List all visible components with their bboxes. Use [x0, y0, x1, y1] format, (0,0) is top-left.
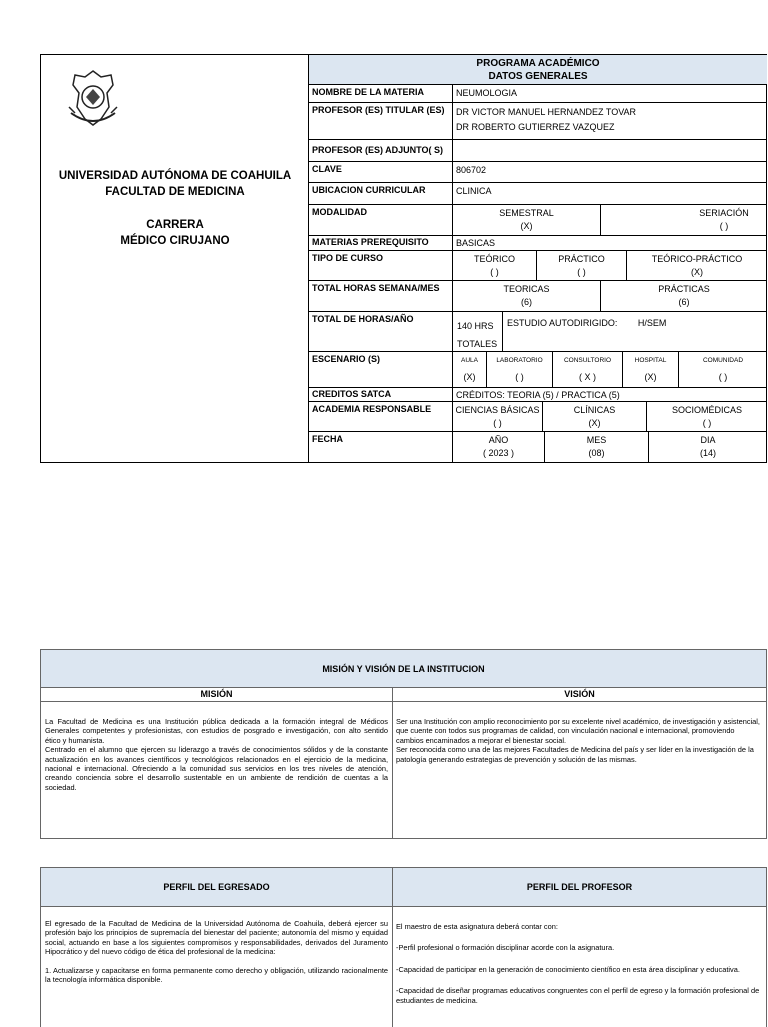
mision-paragraph-1: La Facultad de Medicina es una Institución pública dedicada a la formación integral de Médicos Generales competentes y profesionistas, con estudios de posgrado e investigación, con alto sentido ético y humanista. [45, 717, 388, 745]
anio-label: AÑO [488, 435, 509, 445]
laboratorio-label: LABORATORIO [496, 357, 543, 364]
program-subtitle: DATOS GENERALES [488, 71, 588, 82]
laboratorio-mark: ( ) [515, 372, 524, 382]
ubicacion-label: UBICACION CURRICULAR [309, 183, 453, 204]
perfil-header [41, 868, 766, 907]
mision-paragraph-2: Centrado en el alumno que ejercen su liderazgo a través de conocimientos sólidos y de la constante actualización en los avances científicos y tecnológicos relacionados en el ejercicio de la medicina, nacional e internacional. Ofreciendo a la comunidad sus servicios en los tres niveles de atención, creando conciencia sobre el desarrollo sustentable en un ambiente de rendición de cuentas a la sociedad. [45, 745, 388, 792]
dia-label: DIA [700, 435, 716, 445]
university-seal-icon [61, 67, 125, 131]
semestral-label: SEMESTRAL [499, 208, 554, 218]
row-academia [309, 402, 767, 432]
horas-value: 140 HRS [457, 321, 494, 331]
perfil-egresado-text [45, 919, 388, 984]
creditos-value: CRÉDITOS: TEORIA (5) / PRACTICA (5) [456, 390, 620, 400]
h-sem-label: H/SEM [637, 318, 667, 328]
mision-vision-section [40, 649, 767, 839]
university-name: UNIVERSIDAD AUTÓNOMA DE COAHUILA [58, 170, 292, 182]
sociomedicas-mark: ( ) [702, 418, 712, 428]
row-fecha [309, 432, 767, 463]
program-grid [309, 55, 767, 462]
escenario-label: ESCENARIO (S) [309, 352, 453, 387]
hospital-mark: (X) [644, 372, 657, 382]
row-escenario [309, 352, 767, 388]
totales-label: TOTALES [457, 339, 498, 349]
institution-block [41, 55, 309, 462]
mision-text [45, 717, 388, 792]
nombre-value: NEUMOLOGIA [456, 88, 518, 98]
dia-value: (14) [699, 448, 716, 458]
clave-value: 806702 [456, 165, 487, 175]
sociomedicas-label: SOCIOMÉDICAS [671, 405, 742, 415]
program-title: PROGRAMA ACADÉMICO [476, 58, 600, 69]
row-nombre [309, 85, 767, 103]
row-tipo-curso [309, 251, 767, 281]
horas-anio-label: TOTAL DE HORAS/AÑO [309, 312, 453, 351]
modalidad-label: MODALIDAD [309, 205, 453, 235]
comunidad-mark: ( ) [718, 372, 728, 382]
profesor-paragraph-1: El maestro de esta asignatura deberá contar con: [396, 922, 558, 931]
teorico-label: TEÓRICO [473, 254, 515, 264]
perfil-egresado-heading: PERFIL DEL EGRESADO [163, 882, 270, 892]
mes-value: (08) [588, 448, 605, 458]
row-clave [309, 162, 767, 183]
vision-text [396, 717, 762, 764]
carrera-label: CARRERA [146, 219, 204, 231]
ciencias-basicas-mark: ( ) [493, 418, 502, 428]
profesor-paragraph-4: -Capacidad de diseñar programas educativos congruentes con el perfil de egreso y la formación profesional de estudiantes de medicina. [396, 986, 760, 1005]
tipo-label: TIPO DE CURSO [309, 251, 453, 280]
prereq-value: BASICAS [456, 238, 496, 248]
ciencias-basicas-label: CIENCIAS BÁSICAS [455, 405, 540, 415]
titular-1: DR VICTOR MANUEL HERNANDEZ TOVAR [456, 107, 637, 117]
mision-vision-title: MISIÓN Y VISIÓN DE LA INSTITUCION [41, 650, 766, 688]
adjunto-value [453, 140, 767, 161]
seriacion-label: SERIACIÓN [699, 208, 749, 218]
prereq-label: MATERIAS PREREQUISITO [309, 236, 453, 250]
consultorio-label: CONSULTORIO [563, 357, 612, 364]
perfil-section [40, 867, 767, 1027]
aula-mark: (X) [463, 372, 476, 382]
vision-paragraph-2: Ser reconocida como una de las mejores Facultades de Medicina del país y ser líder en la investigación de la patología generando estrategias de prevención y solución de las mismas. [396, 745, 754, 764]
row-modalidad [309, 205, 767, 236]
practicas-label: PRÁCTICAS [658, 284, 710, 294]
mision-heading: MISIÓN [41, 688, 392, 702]
aula-label: AULA [461, 357, 478, 364]
row-horas-semana [309, 281, 767, 312]
consultorio-mark: ( X ) [579, 372, 596, 382]
teoricas-value: (6) [521, 297, 532, 307]
faculty-name: FACULTAD DE MEDICINA [105, 186, 245, 198]
practico-mark: ( ) [577, 267, 586, 277]
anio-value: ( 2023 ) [482, 448, 515, 458]
semestral-mark: (X) [520, 221, 533, 231]
comunidad-label: COMUNIDAD [702, 357, 744, 364]
teorico-practico-label: TEÓRICO-PRÁCTICO [651, 254, 743, 264]
row-creditos [309, 388, 767, 402]
teorico-practico-mark: (X) [691, 267, 703, 277]
teorico-mark: ( ) [490, 267, 499, 277]
academia-label: ACADEMIA RESPONSABLE [309, 402, 453, 431]
horas-semana-label: TOTAL HORAS SEMANA/MES [309, 281, 453, 311]
vision-heading: VISIÓN [393, 688, 766, 702]
clinicas-mark: (X) [588, 418, 601, 428]
hospital-label: HOSPITAL [634, 357, 667, 364]
row-adjunto [309, 140, 767, 162]
fecha-label: FECHA [309, 432, 453, 463]
profesor-paragraph-2: -Perfil profesional o formación disciplinar acorde con la asignatura. [396, 943, 615, 953]
practicas-value: (6) [678, 297, 690, 307]
adjunto-label: PROFESOR (ES) ADJUNTO( S) [309, 140, 453, 161]
egresado-paragraph-1: El egresado de la Facultad de Medicina de la Universidad Autónoma de Coahuila, deberá ejercer su profesión bajo los principios de supremacía del bienestar del paciente; autonomía del mismo y equidad social, actuando en base a los siguientes compromisos y responsabilidades, derivados del Juramento Hipocrático y del nuevo código de ética del profesional de la medicina: [45, 919, 388, 957]
teoricas-label: TEORICAS [503, 284, 550, 294]
row-horas-anio [309, 312, 767, 352]
program-title-row [309, 55, 767, 85]
row-prerequisito [309, 236, 767, 251]
vision-paragraph-1: Ser una Institución con amplio reconocimiento por su excelente nivel académico, de investigación y asistencial, que cuente con todos sus programas de calidad, con vinculación nacional e internacional, promoviendo cambios encaminados a mejorar el bienestar social. [396, 717, 760, 745]
seriacion-mark: ( ) [719, 221, 729, 231]
mes-label: MES [586, 435, 607, 445]
titular-label: PROFESOR (ES) TITULAR (ES) [309, 103, 453, 139]
datos-generales-table [40, 54, 767, 463]
practico-label: PRÁCTICO [558, 254, 605, 264]
nombre-label: NOMBRE DE LA MATERIA [309, 85, 453, 102]
creditos-label: CREDITOS SATCA [309, 388, 453, 401]
profesor-paragraph-3: -Capacidad de participar en la generación de conocimiento científico en esta área disciplinar y educativa. [396, 964, 740, 974]
perfil-profesor-text [396, 922, 762, 1005]
autodirigido-label: ESTUDIO AUTODIRIGIDO: [507, 318, 618, 328]
row-ubicacion [309, 183, 767, 205]
clave-label: CLAVE [309, 162, 453, 182]
titular-2: DR ROBERTO GUTIERREZ VAZQUEZ [456, 122, 615, 132]
ubicacion-value: CLINICA [456, 186, 492, 196]
egresado-paragraph-2: 1. Actualizarse y capacitarse en forma permanente como derecho y obligación, utilizando racionalmente la tecnología informática disponible. [45, 965, 388, 985]
carrera-name: MÉDICO CIRUJANO [120, 235, 230, 247]
perfil-profesor-heading: PERFIL DEL PROFESOR [526, 882, 633, 892]
clinicas-label: CLÍNICAS [573, 405, 616, 415]
row-titular [309, 103, 767, 140]
